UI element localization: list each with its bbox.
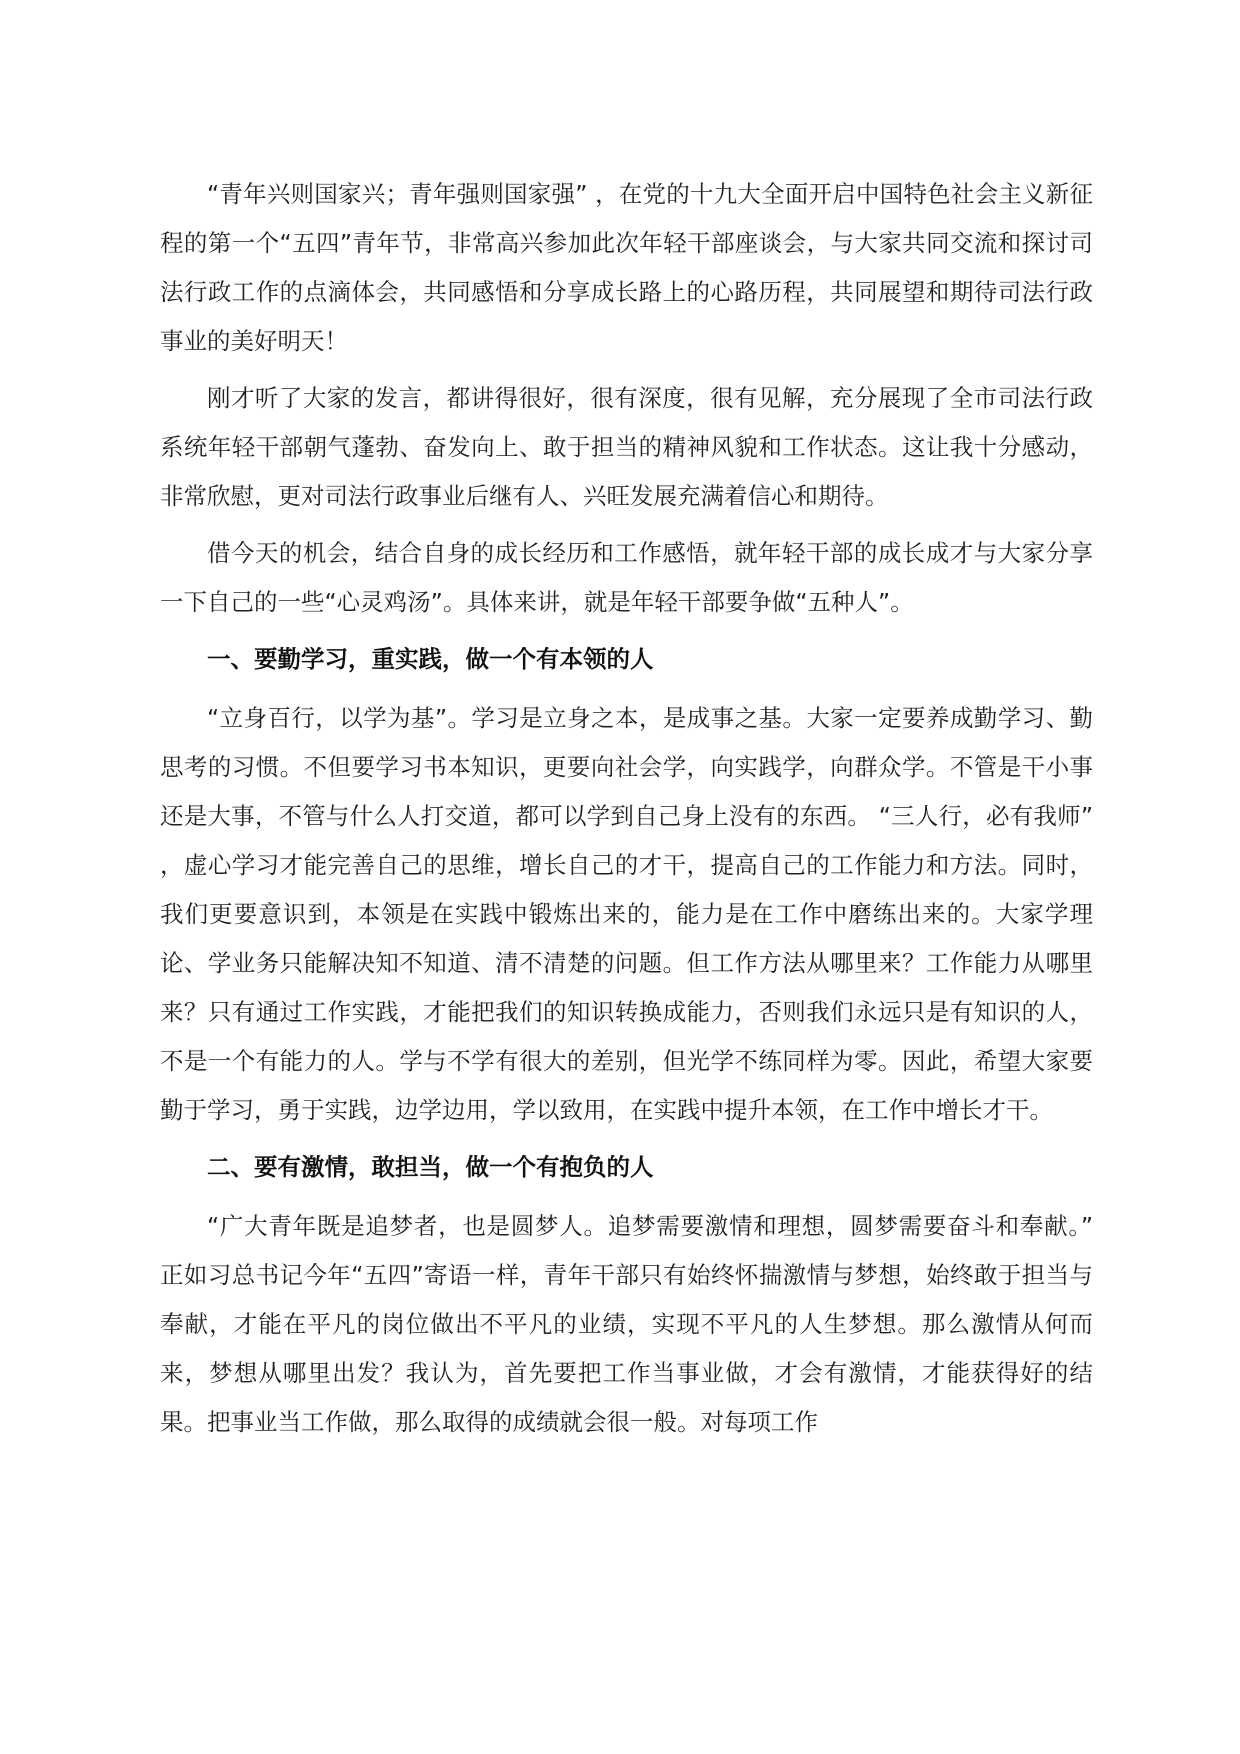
document-body — [160, 170, 1093, 1455]
section-1-paragraph: “立身百行，以学为基”。学习是立身之本，是成事之基。大家一定要养成勤学习、勤思考的习惯。不但要学习书本知识，更要向社会学，向实践学，向群众学。不管是干小事还是大事，不管与什么人打交道，都可以学到自己身上没有的东西。 “三人行，必有我师” ，虚心学习才能完善自己的思维，增长自己的才干，提高自己的工作能力和方法。同时，我们更要意识到，本领是在实践中锻炼出来的，能力是在工作中磨练出来的。大家学理论、学业务只能解决知不知道、清不清楚的问题。但工作方法从哪里来？工作能力从哪里来？只有通过工作实践，才能把我们的知识转换成能力，否则我们永远只是有知识的人，不是一个有能力的人。学与不学有很大的差别，但光学不练同样为零。因此，希望大家要勤于学习，勇于实践，边学边用，学以致用，在实践中提升本领，在工作中增长才干。 — [160, 704, 1093, 1124]
section-2-paragraph: “广大青年既是追梦者，也是圆梦人。追梦需要激情和理想，圆梦需要奋斗和奉献。” 正如习总书记今年“五四”寄语一样，青年干部只有始终怀揣激情与梦想，始终敢于担当与奉献，才能在平凡的岗位做出不平凡的业绩，实现不平凡的人生梦想。那么激情从何而来，梦想从哪里出发？我认为，首先要把工作当事业做，才会有激情，才能获得好的结果。把事业当工作做，那么取得的成绩就会很一般。对每项工作 — [160, 1212, 1093, 1436]
section-heading-1: 一、要勤学习，重实践，做一个有本领的人 — [207, 645, 654, 673]
intro-paragraph: “青年兴则国家兴；青年强则国家强” ，在党的十九大全面开启中国特色社会主义新征程的第一个“五四”青年节，非常高兴参加此次年轻干部座谈会，与大家共同交流和探讨司法行政工作的点滴体会，共同感悟和分享成长路上的心路历程，共同展望和期待司法行政事业的美好明天！ — [160, 180, 1093, 355]
overview-paragraph: 借今天的机会，结合自身的成长经历和工作感悟，就年轻干部的成长成才与大家分享一下自己的一些“心灵鸡汤”。具体来讲，就是年轻干部要争做“五种人”。 — [160, 539, 1093, 616]
section-heading-2: 二、要有激情，敢担当，做一个有抱负的人 — [207, 1153, 654, 1181]
response-paragraph: 刚才听了大家的发言，都讲得很好，很有深度，很有见解，充分展现了全市司法行政系统年轻干部朝气蓬勃、奋发向上、敢于担当的精神风貌和工作状态。这让我十分感动，非常欣慰，更对司法行政事业后继有人、兴旺发展充满着信心和期待。 — [160, 384, 1093, 510]
